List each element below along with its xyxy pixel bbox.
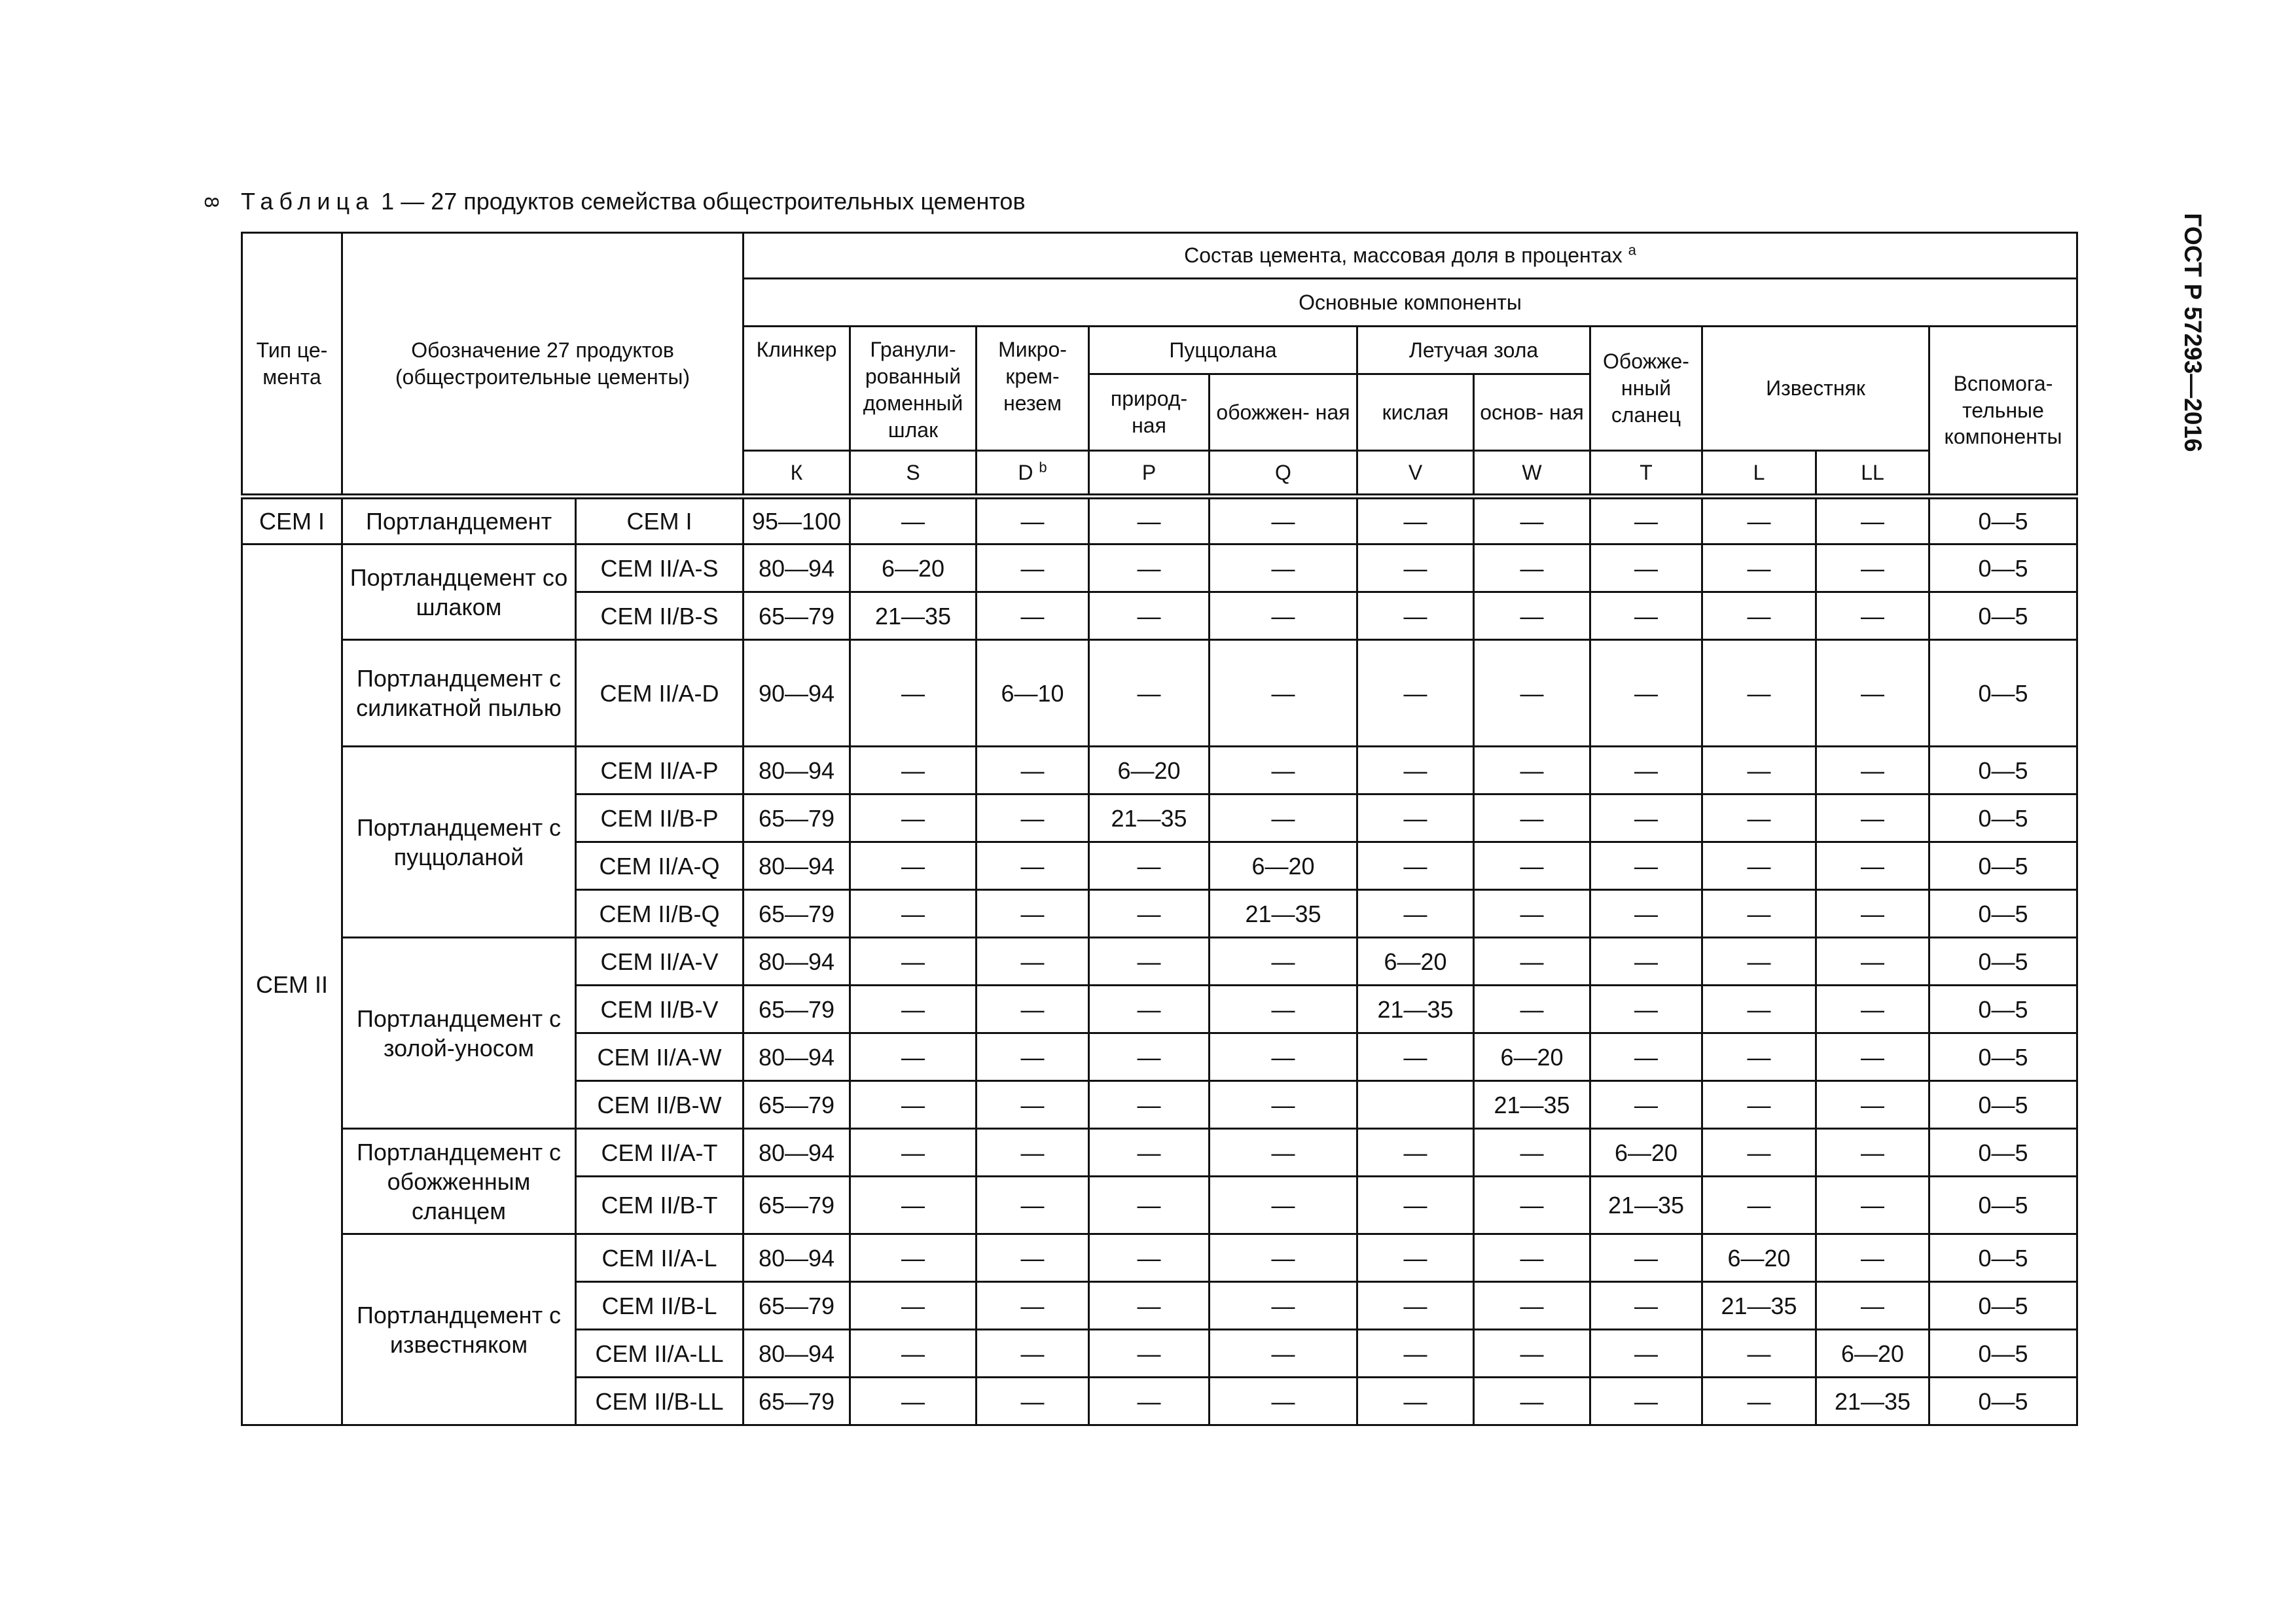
value-cell: 6—20 — [1590, 1129, 1702, 1177]
value-cell: 0—5 — [1929, 1378, 2077, 1425]
value-cell — [1357, 1081, 1474, 1129]
cement-code-cell: CEM II/A-S — [576, 544, 744, 592]
value-cell: 65—79 — [744, 1378, 850, 1425]
value-cell: 21—35 — [1089, 794, 1210, 842]
value-cell: — — [1590, 1234, 1702, 1282]
value-cell: — — [1089, 497, 1210, 544]
header-code-v — [1357, 451, 1474, 497]
value-cell: — — [977, 794, 1089, 842]
value-cell: — — [1357, 592, 1474, 640]
value-cell: 65—79 — [744, 890, 850, 938]
value-cell: — — [977, 1177, 1089, 1234]
value-cell: — — [850, 1378, 977, 1425]
value-cell: 0—5 — [1929, 1177, 2077, 1234]
value-cell: 6—20 — [1357, 938, 1474, 986]
page-number: 8 — [200, 196, 223, 208]
cement-group-cell: Портландцемент со шлаком — [342, 544, 576, 640]
value-cell: — — [1474, 938, 1590, 986]
value-cell: — — [1210, 1177, 1357, 1234]
cement-code-cell: CEM II/B-L — [576, 1282, 744, 1330]
value-cell: — — [1590, 1330, 1702, 1378]
cement-code-cell: CEM II/A-LL — [576, 1330, 744, 1378]
value-cell: — — [1210, 497, 1357, 544]
header-code-ll — [1816, 451, 1929, 497]
table-row — [242, 640, 2077, 747]
value-cell: — — [1089, 842, 1210, 890]
table-caption — [241, 188, 1026, 215]
value-cell: — — [850, 890, 977, 938]
value-cell: — — [1702, 747, 1816, 794]
value-cell: 0—5 — [1929, 497, 2077, 544]
value-cell: — — [1474, 842, 1590, 890]
header-code-s — [850, 451, 977, 497]
value-cell: — — [1816, 794, 1929, 842]
header-code-label: К — [790, 460, 803, 484]
value-cell: — — [1816, 1081, 1929, 1129]
value-cell: — — [1357, 747, 1474, 794]
footnote-a: a — [1628, 241, 1636, 259]
value-cell: 65—79 — [744, 1177, 850, 1234]
value-cell: — — [850, 497, 977, 544]
value-cell: — — [1590, 747, 1702, 794]
value-cell: — — [1816, 938, 1929, 986]
value-cell: 21—35 — [1210, 890, 1357, 938]
value-cell: 65—79 — [744, 986, 850, 1033]
cement-code-cell: CEM II/A-L — [576, 1234, 744, 1282]
value-cell: — — [1210, 747, 1357, 794]
header-pozzolana: Пуццолана — [1089, 327, 1357, 374]
value-cell: — — [977, 1330, 1089, 1378]
header-code-label: T — [1640, 460, 1653, 484]
value-cell: — — [977, 1234, 1089, 1282]
value-cell: 65—79 — [744, 592, 850, 640]
cement-code-cell: CEM II/B-Q — [576, 890, 744, 938]
header-type: Тип це- мента — [242, 233, 342, 497]
header-designation: Обозначение 27 продуктов (общестроительные цементы) — [342, 233, 744, 497]
cement-code-cell: CEM II/A-T — [576, 1129, 744, 1177]
value-cell: 0—5 — [1929, 1330, 2077, 1378]
header-auxiliary: Вспомога- тельные компоненты — [1929, 327, 2077, 497]
value-cell: 95—100 — [744, 497, 850, 544]
table-row — [242, 1129, 2077, 1177]
value-cell: — — [1590, 497, 1702, 544]
value-cell: 0—5 — [1929, 842, 2077, 890]
cement-code-cell: CEM II/B-T — [576, 1177, 744, 1234]
value-cell: — — [1089, 1177, 1210, 1234]
value-cell: — — [977, 842, 1089, 890]
value-cell: — — [1816, 1282, 1929, 1330]
value-cell: — — [1816, 1033, 1929, 1081]
value-cell: 80—94 — [744, 1129, 850, 1177]
value-cell: — — [1590, 1282, 1702, 1330]
value-cell: — — [1702, 592, 1816, 640]
value-cell: — — [1590, 938, 1702, 986]
cement-code-cell: CEM I — [576, 497, 744, 544]
value-cell: — — [1702, 544, 1816, 592]
footnote-b: b — [1039, 458, 1047, 475]
caption-prefix: Таблица — [241, 188, 375, 215]
cement-table — [241, 232, 2078, 1426]
value-cell: — — [1089, 544, 1210, 592]
value-cell: — — [1210, 1282, 1357, 1330]
cement-code-cell: CEM II/A-V — [576, 938, 744, 986]
value-cell: — — [1089, 938, 1210, 986]
value-cell: — — [850, 938, 977, 986]
value-cell: — — [1590, 1033, 1702, 1081]
value-cell: — — [1590, 1081, 1702, 1129]
value-cell: 80—94 — [744, 1234, 850, 1282]
value-cell: — — [1702, 890, 1816, 938]
header-slag: Гранули- рованный доменный шлак — [850, 327, 977, 451]
value-cell: — — [1702, 1177, 1816, 1234]
value-cell: — — [1816, 544, 1929, 592]
value-cell: 21—35 — [1702, 1282, 1816, 1330]
cement-type-cell: CEM I — [242, 497, 342, 544]
value-cell: — — [1357, 1129, 1474, 1177]
header-code-к — [744, 451, 850, 497]
value-cell: 65—79 — [744, 1282, 850, 1330]
value-cell: — — [977, 592, 1089, 640]
value-cell: — — [1590, 986, 1702, 1033]
value-cell: — — [1590, 640, 1702, 747]
cement-group-cell: Портландцемент с известняком — [342, 1234, 576, 1425]
value-cell: — — [1210, 938, 1357, 986]
value-cell: — — [1816, 986, 1929, 1033]
header-limestone: Известняк — [1702, 327, 1929, 451]
value-cell: — — [977, 890, 1089, 938]
value-cell: — — [1590, 544, 1702, 592]
value-cell: — — [1474, 1378, 1590, 1425]
value-cell: — — [850, 1177, 977, 1234]
value-cell: — — [1474, 986, 1590, 1033]
value-cell: — — [850, 640, 977, 747]
value-cell: — — [1089, 1234, 1210, 1282]
header-code-d — [977, 451, 1089, 497]
value-cell: — — [1089, 1081, 1210, 1129]
cement-code-cell: CEM II/A-P — [576, 747, 744, 794]
value-cell: — — [1816, 497, 1929, 544]
value-cell: 21—35 — [1474, 1081, 1590, 1129]
value-cell: — — [1474, 1330, 1590, 1378]
value-cell: — — [850, 1081, 977, 1129]
header-fly-ash: Летучая зола — [1357, 327, 1590, 374]
value-cell: — — [1816, 842, 1929, 890]
value-cell: — — [1702, 986, 1816, 1033]
value-cell: — — [1702, 497, 1816, 544]
header-code-label: V — [1408, 460, 1423, 484]
cement-code-cell: CEM II/B-LL — [576, 1378, 744, 1425]
value-cell: — — [977, 938, 1089, 986]
value-cell: 6—20 — [1816, 1330, 1929, 1378]
value-cell: — — [1474, 497, 1590, 544]
value-cell: — — [850, 747, 977, 794]
value-cell: 0—5 — [1929, 747, 2077, 794]
value-cell: — — [977, 986, 1089, 1033]
value-cell: 0—5 — [1929, 592, 2077, 640]
value-cell: 21—35 — [1357, 986, 1474, 1033]
value-cell: 21—35 — [1816, 1378, 1929, 1425]
value-cell: — — [977, 497, 1089, 544]
cement-group-cell: Портландцемент — [342, 497, 576, 544]
value-cell: 65—79 — [744, 794, 850, 842]
value-cell: — — [1357, 890, 1474, 938]
header-burnt-shale: Обожже- нный сланец — [1590, 327, 1702, 451]
value-cell: — — [977, 747, 1089, 794]
value-cell: — — [1089, 1282, 1210, 1330]
value-cell: — — [1210, 1081, 1357, 1129]
value-cell: — — [1357, 1330, 1474, 1378]
value-cell: — — [1357, 497, 1474, 544]
header-main-components: Основные компоненты — [744, 279, 2077, 327]
value-cell: — — [1816, 1177, 1929, 1234]
value-cell: — — [1590, 794, 1702, 842]
value-cell: 0—5 — [1929, 986, 2077, 1033]
value-cell: 0—5 — [1929, 1081, 2077, 1129]
table-row — [242, 938, 2077, 986]
value-cell: — — [1816, 890, 1929, 938]
value-cell: 80—94 — [744, 747, 850, 794]
value-cell: — — [977, 1378, 1089, 1425]
value-cell: — — [1474, 592, 1590, 640]
value-cell: — — [1210, 1330, 1357, 1378]
header-pozzolana-natural: природ- ная — [1089, 374, 1210, 451]
value-cell: 0—5 — [1929, 1033, 2077, 1081]
value-cell: 0—5 — [1929, 938, 2077, 986]
value-cell: 6—20 — [1089, 747, 1210, 794]
value-cell: — — [1357, 842, 1474, 890]
header-code-label: S — [906, 460, 920, 484]
value-cell: — — [977, 1033, 1089, 1081]
value-cell: — — [1089, 890, 1210, 938]
value-cell: 0—5 — [1929, 640, 2077, 747]
caption-text: 1 — 27 продуктов семейства общестроительных цементов — [381, 188, 1026, 215]
value-cell: — — [1474, 794, 1590, 842]
value-cell: — — [1702, 640, 1816, 747]
value-cell: — — [850, 986, 977, 1033]
value-cell: — — [1816, 747, 1929, 794]
value-cell: — — [1210, 1234, 1357, 1282]
cement-group-cell: Портландцемент с силикатной пылью — [342, 640, 576, 747]
cement-code-cell: CEM II/B-W — [576, 1081, 744, 1129]
value-cell: — — [1089, 592, 1210, 640]
value-cell: 80—94 — [744, 1330, 850, 1378]
value-cell: 80—94 — [744, 938, 850, 986]
header-code-w — [1474, 451, 1590, 497]
header-code-q — [1210, 451, 1357, 497]
value-cell: — — [1702, 938, 1816, 986]
value-cell: 0—5 — [1929, 890, 2077, 938]
value-cell: — — [850, 1234, 977, 1282]
cement-type-cell: CEM II — [242, 544, 342, 1425]
table-row — [242, 497, 2077, 544]
value-cell: — — [1089, 986, 1210, 1033]
value-cell: — — [1702, 1378, 1816, 1425]
value-cell: — — [1702, 1081, 1816, 1129]
value-cell: — — [1210, 640, 1357, 747]
header-code-t — [1590, 451, 1702, 497]
value-cell: — — [1089, 1330, 1210, 1378]
value-cell: — — [1210, 1033, 1357, 1081]
value-cell: — — [1474, 1234, 1590, 1282]
value-cell: 80—94 — [744, 842, 850, 890]
value-cell: — — [850, 842, 977, 890]
value-cell: 6—10 — [977, 640, 1089, 747]
table-row — [242, 544, 2077, 592]
value-cell: — — [1816, 1234, 1929, 1282]
header-code-label: W — [1522, 460, 1542, 484]
value-cell: — — [1210, 1129, 1357, 1177]
cement-group-cell: Портландцемент с обожженным сланцем — [342, 1129, 576, 1234]
table-row — [242, 1234, 2077, 1282]
value-cell: — — [1357, 1177, 1474, 1234]
header-pozzolana-calcined: обожжен- ная — [1210, 374, 1357, 451]
value-cell: — — [1357, 1234, 1474, 1282]
value-cell: 21—35 — [1590, 1177, 1702, 1234]
value-cell: — — [1816, 1129, 1929, 1177]
header-code-label: L — [1753, 460, 1765, 484]
value-cell: — — [977, 1282, 1089, 1330]
value-cell: — — [1089, 640, 1210, 747]
value-cell: — — [1357, 1033, 1474, 1081]
header-code-label: LL — [1861, 460, 1884, 484]
value-cell: 0—5 — [1929, 1282, 2077, 1330]
value-cell: 0—5 — [1929, 1129, 2077, 1177]
cement-code-cell: CEM II/A-D — [576, 640, 744, 747]
value-cell: — — [1210, 1378, 1357, 1425]
value-cell: 0—5 — [1929, 544, 2077, 592]
header-silica-fume: Микро- крем- незем — [977, 327, 1089, 451]
value-cell: 6—20 — [1702, 1234, 1816, 1282]
value-cell: — — [1357, 1282, 1474, 1330]
value-cell: — — [1590, 842, 1702, 890]
value-cell: 80—94 — [744, 1033, 850, 1081]
value-cell: 65—79 — [744, 1081, 850, 1129]
value-cell: 6—20 — [850, 544, 977, 592]
value-cell: — — [850, 794, 977, 842]
value-cell: — — [1702, 842, 1816, 890]
value-cell: — — [1357, 640, 1474, 747]
value-cell: — — [1474, 747, 1590, 794]
value-cell: — — [977, 1129, 1089, 1177]
value-cell: — — [1210, 794, 1357, 842]
value-cell: — — [1702, 1033, 1816, 1081]
header-composition-text: Состав цемента, массовая доля в процентах — [1184, 243, 1623, 268]
value-cell: 21—35 — [850, 592, 977, 640]
header-composition — [744, 233, 2077, 279]
value-cell: — — [1816, 640, 1929, 747]
value-cell: — — [1089, 1378, 1210, 1425]
value-cell: — — [850, 1033, 977, 1081]
value-cell: — — [1474, 1129, 1590, 1177]
value-cell: — — [1474, 890, 1590, 938]
value-cell: — — [977, 544, 1089, 592]
value-cell: 6—20 — [1210, 842, 1357, 890]
value-cell: — — [850, 1129, 977, 1177]
standard-header: ГОСТ Р 57293—2016 — [2179, 213, 2206, 452]
header-clinker: Клинкер — [744, 327, 850, 451]
header-code-label: D — [1018, 460, 1033, 484]
value-cell: 80—94 — [744, 544, 850, 592]
table-row — [242, 747, 2077, 794]
value-cell: — — [1357, 544, 1474, 592]
value-cell: — — [1702, 794, 1816, 842]
cement-group-cell: Портландцемент с золой-уносом — [342, 938, 576, 1129]
value-cell: 90—94 — [744, 640, 850, 747]
value-cell: — — [1357, 794, 1474, 842]
header-fly-ash-calcareous: основ- ная — [1474, 374, 1590, 451]
value-cell: — — [1590, 890, 1702, 938]
value-cell: — — [1590, 1378, 1702, 1425]
value-cell: — — [1210, 592, 1357, 640]
header-code-p — [1089, 451, 1210, 497]
value-cell: — — [1089, 1033, 1210, 1081]
cement-code-cell: CEM II/B-V — [576, 986, 744, 1033]
value-cell: — — [1357, 1378, 1474, 1425]
value-cell: — — [1590, 592, 1702, 640]
value-cell: — — [1474, 1177, 1590, 1234]
value-cell: — — [1210, 986, 1357, 1033]
value-cell: 6—20 — [1474, 1033, 1590, 1081]
value-cell: — — [1474, 640, 1590, 747]
value-cell: — — [1210, 544, 1357, 592]
value-cell: 0—5 — [1929, 1234, 2077, 1282]
value-cell: — — [977, 1081, 1089, 1129]
value-cell: — — [1702, 1330, 1816, 1378]
value-cell: — — [1474, 544, 1590, 592]
header-code-l — [1702, 451, 1816, 497]
header-code-label: P — [1141, 460, 1157, 484]
header-fly-ash-siliceous: кислая — [1357, 374, 1474, 451]
cement-code-cell: CEM II/B-S — [576, 592, 744, 640]
value-cell: — — [1702, 1129, 1816, 1177]
value-cell: — — [1816, 592, 1929, 640]
cement-code-cell: CEM II/A-Q — [576, 842, 744, 890]
value-cell: — — [850, 1282, 977, 1330]
cement-code-cell: CEM II/A-W — [576, 1033, 744, 1081]
value-cell: — — [1474, 1282, 1590, 1330]
header-code-label: Q — [1275, 460, 1291, 484]
value-cell: 0—5 — [1929, 794, 2077, 842]
cement-code-cell: CEM II/B-P — [576, 794, 744, 842]
value-cell: — — [1089, 1129, 1210, 1177]
cement-group-cell: Портландцемент с пуццоланой — [342, 747, 576, 938]
value-cell: — — [850, 1330, 977, 1378]
